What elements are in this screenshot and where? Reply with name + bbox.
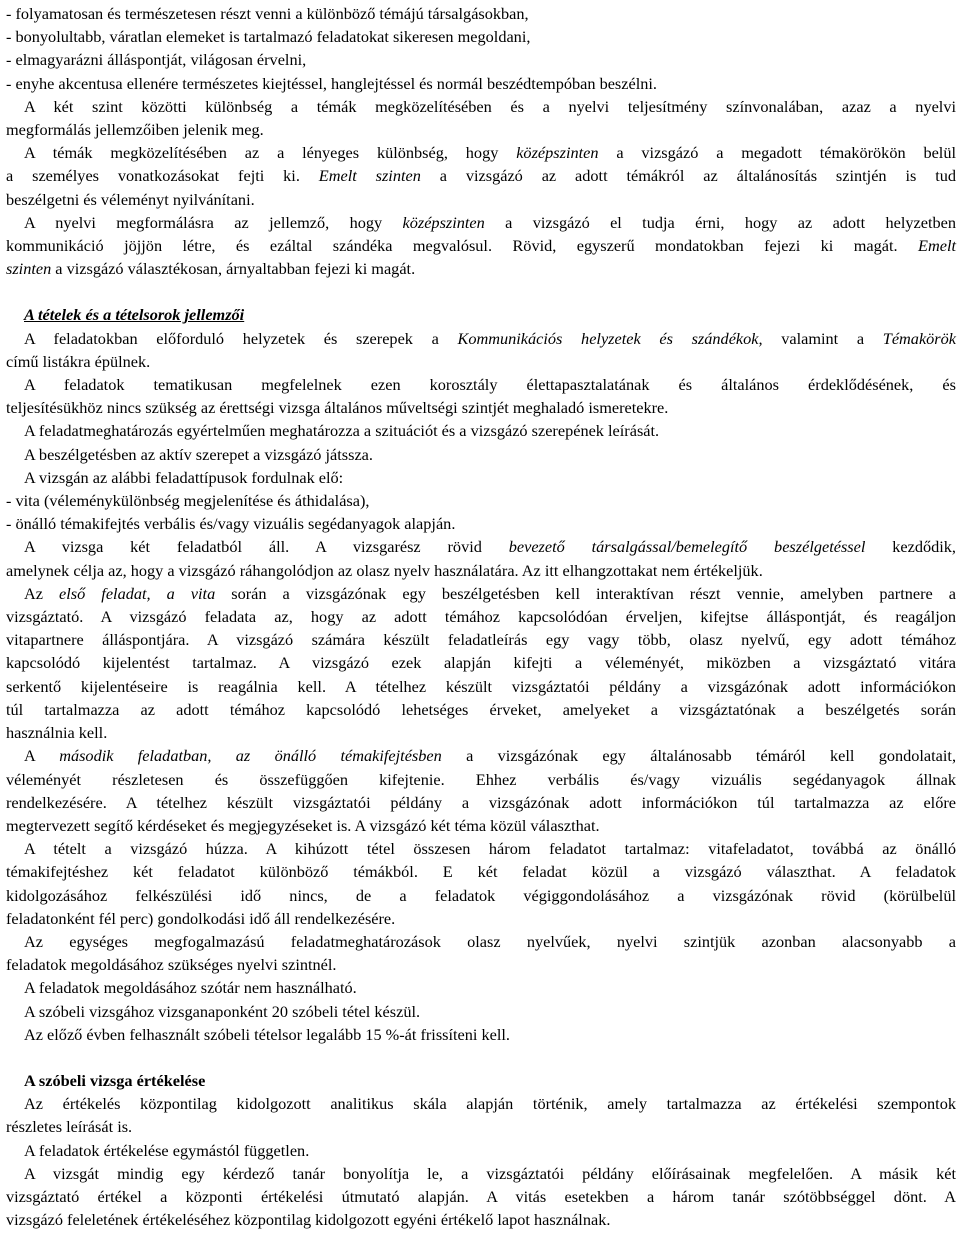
text-line: A két szint közötti különbség a témák megközelítésében és a nyelvi teljesítmény színvonalában, azaz a nyelvi (24, 96, 956, 116)
text-line: Az egységes megfogalmazású feladatmeghatározások olasz nyelvűek, nyelvi szintjük azonban alacsonyabb a (24, 931, 956, 951)
text-line: A tételt a vizsgázó húzza. A kihúzott tétel összesen három feladatot tartalmaz: vitafeladatot, továbbá az önálló (24, 839, 956, 859)
text-run: A feladatokban előforduló helyzetek és szerepek a (24, 328, 458, 348)
text-line: - folyamatosan és természetesen részt venni a különböző témájú társalgásokban, (6, 4, 529, 23)
text-line: túl tartalmazza az adott témához kapcsolódó lehetséges érveket, amelyeket a vizsgáztatónak a beszélgetés során (6, 699, 956, 719)
text-run: A vizsga két feladatból áll. A vizsgarész rövid (24, 537, 509, 557)
text-line (6, 257, 956, 280)
text-line (6, 744, 956, 767)
italic-run: első feladat, a vita (59, 583, 216, 603)
italic-run: Emelt (918, 236, 957, 256)
text-line: A feladatok tematikusan megfelelnek ezen korosztály élettapasztalatának és általános érdeklődésének, és (24, 375, 956, 395)
text-line: A szóbeli vizsgához vizsganaponként 20 szóbeli tétel készül. (24, 1001, 421, 1021)
text-line: kapcsolódó kijelentést tartalmaz. A vizsgázó ezek alapján kifejti a véleményét, miközben a vizsgáztató vitára (6, 653, 956, 673)
text-line: feladatonként fél perc) gondolkodási idő áll rendelkezésére. (6, 908, 396, 928)
text-line (6, 234, 956, 257)
section-heading: A szóbeli vizsga értékelése (24, 1070, 206, 1090)
text-line: - önálló témakifejtés verbális és/vagy vizuális segédanyagok alapján. (6, 514, 456, 534)
text-line: vizsgázó feleletének értékeléséhez központilag kidolgozott egyéni értékelő lapot használnak. (6, 1210, 611, 1230)
text-run: a személyes vonatkozásokat fejti ki. (6, 166, 319, 186)
italic-run: középszinten (402, 212, 485, 232)
text-run: a vizsgázó az adott témákról az általánosítás szintjén is tud (420, 166, 956, 186)
text-line (6, 164, 956, 187)
italic-run: Kommunikációs helyzetek és szándékok, (457, 328, 763, 348)
italic-run: második feladatban, az önálló témakifejtésben (59, 746, 442, 766)
text-run: kezdődik, (865, 537, 956, 557)
text-run: kommunikáció jöjjön létre, és ezáltal szándéka megvalósul. Rövid, egyszerű mondatokban fejezi ki magát. (6, 236, 898, 256)
text-run: a vizsgázó el tudja érni, hogy az adott helyzetben (484, 212, 956, 232)
text-line: Az értékelés központilag kidolgozott analitikus skála alapján történik, amely tartalmazza az értékelési szempontok (24, 1094, 956, 1114)
text-run: valamint a (762, 328, 883, 348)
text-run: a vizsgázó választékosan, árnyaltabban fejezi ki magát. (51, 259, 416, 279)
text-line: - vita (véleménykülönbség megjelenítése és áthidalása), (6, 491, 370, 511)
text-line: megformálás jellemzőiben jelenik meg. (6, 120, 264, 140)
text-line (6, 582, 956, 605)
text-line: vitapartnere álláspontjára. A vizsgázó számára készült feladatleírás egy vagy több, olasz nyelvű, egy adott témához (6, 630, 956, 650)
text-run: A (24, 746, 60, 766)
text-line (6, 141, 956, 164)
text-line: vizsgáztató értékel a központi értékelési útmutató alapján. A vitás esetekben a három tanár szótöbbséggel dönt. A (6, 1186, 956, 1206)
text-line (6, 535, 956, 558)
text-line: részletes leírását is. (6, 1117, 133, 1137)
text-run: során a vizsgázónak egy beszélgetésben kell interaktívan részt vennie, amelyben partnere a (215, 583, 956, 603)
text-run: A nyelvi megformálásra az jellemző, hogy (24, 212, 403, 232)
paragraph-gap (6, 1046, 956, 1069)
text-line: serkentő kijelentéseire is reagálnia kell. A tételhez készült vizsgáztatói példány a vizsgázónak adott információkon (6, 676, 956, 696)
text-run: Az (24, 583, 60, 603)
text-run: a vizsgázónak egy általánosabb témáról kell gondolatait, (441, 746, 957, 766)
text-line: véleményét részletesen és összefüggően kifejtenie. Ehhez verbális és/vagy vizuális segédanyagok állnak (6, 769, 956, 789)
text-line: használnia kell. (6, 723, 108, 743)
italic-run: Emelt szinten (318, 166, 421, 186)
text-line: A vizsgát mindig egy kérdező tanár bonyolítja le, a vizsgáztatói példány előírásainak megfelelően. A másik két (24, 1163, 956, 1183)
text-line: A vizsgán az alábbi feladattípusok fordulnak elő: (24, 467, 344, 487)
text-line: A beszélgetésben az aktív szerepet a vizsgázó játssza. (24, 444, 373, 464)
italic-run: szinten (6, 259, 52, 279)
text-run: A témák megközelítésében az a lényeges különbség, hogy (24, 143, 517, 163)
text-run: a vizsgázó a megadott témakörökön belül (598, 143, 956, 163)
text-line (6, 327, 956, 350)
text-line: kidolgozásához felkészülési idő nincs, de a feladatok végiggondolásához a vizsgázónak rövid (körülbelül (6, 885, 956, 905)
text-line: megtervezett segítő kérdéseket és megjegyzéseket is. A vizsgázó két téma közül választhat. (6, 815, 600, 835)
text-line: A feladatmeghatározás egyértelműen meghatározza a szituációt és a vizsgázó szerepének leírását. (24, 421, 660, 441)
text-line: A feladatok megoldásához szótár nem használható. (24, 978, 357, 998)
paragraph-gap (6, 280, 956, 303)
text-line: beszélgetni és véleményt nyilvánítani. (6, 189, 255, 209)
text-line: témakifejtéshez két feladatot különböző témákból. E két feladat közül a vizsgázó választhat. A feladatok (6, 862, 956, 882)
text-line: teljesítésükhöz nincs szükség az érettségi vizsga általános műveltségi szintjét meghaladó ismeretekre. (6, 398, 669, 418)
text-line: - enyhe akcentusa ellenére természetes kiejtéssel, hanglejtéssel és normál beszédtempóban beszélni. (6, 73, 657, 93)
text-line: vizsgáztató. A vizsgázó feladata az, hogy az adott témához kapcsolódóan érveljen, kifejtse álláspontját, és reagáljon (6, 607, 956, 627)
text-line: A feladatok értékelése egymástól független. (24, 1140, 310, 1160)
italic-run: Témakörök (882, 328, 957, 348)
document-page (6, 2, 956, 1231)
text-line: című listákra épülnek. (6, 351, 151, 371)
text-line: Az előző évben felhasznált szóbeli tételsor legalább 15 %-át frissíteni kell. (24, 1024, 510, 1044)
text-line: feladatok megoldásához szükséges nyelvi szintnél. (6, 955, 337, 975)
text-line (6, 211, 956, 234)
text-line: - bonyolultabb, váratlan elemeket is tartalmazó feladatokat sikeresen megoldani, (6, 27, 531, 47)
section-heading: A tételek és a tételsorok jellemzői (24, 305, 245, 325)
text-line: rendelkezésére. A tételhez készült vizsgáztatói példány a vizsgázónak adott információkon túl tartalmazza az előre (6, 792, 956, 812)
italic-run: középszinten (516, 143, 599, 163)
text-line: amelynek célja az, hogy a vizsgázó ráhangolódjon az olasz nyelv használatára. Az itt elhangzottakat nem értékeljük. (6, 560, 763, 580)
italic-run: bevezető társalgással/bemelegítő beszélgetéssel (508, 537, 866, 557)
text-line: - elmagyarázni álláspontját, világosan érvelni, (6, 50, 307, 70)
